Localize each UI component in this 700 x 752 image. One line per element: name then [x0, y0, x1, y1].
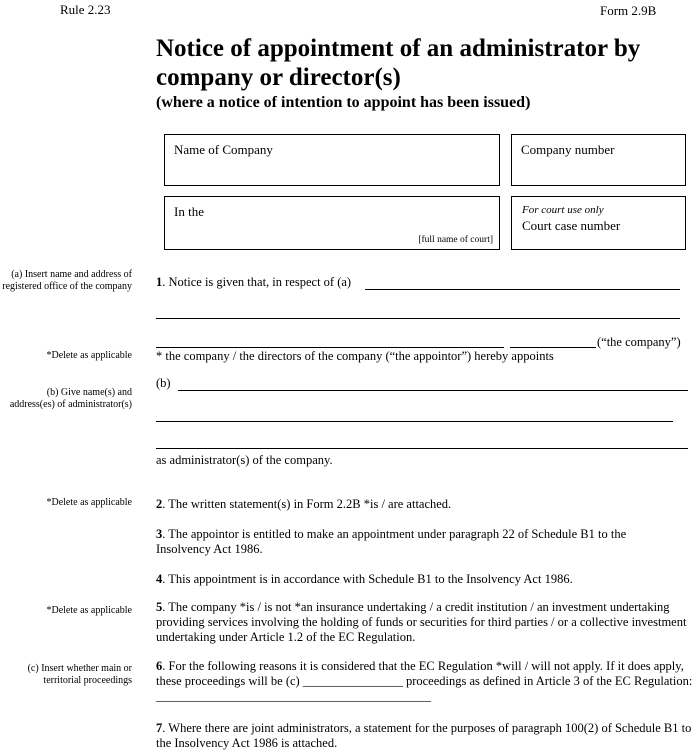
paragraph-3-text: . The appointor is entitled to make an appointment under paragraph 22 of Schedule B1 to the Insolvency Act 1986. [156, 527, 627, 556]
the-company-label: (“the company”) [597, 335, 681, 349]
rule-number: Rule 2.23 [60, 2, 111, 17]
paragraph-6-text: . For the following reasons it is considered that the EC Regulation *will / will not apply. If it does apply, these proceedings will be (c) ________________ proceedings as defined in Article 3 of the EC Regulation: ____________________________________________ [156, 659, 693, 703]
paragraph-4-text: . This appointment is in accordance with Schedule B1 to the Insolvency Act 1986. [162, 572, 573, 586]
paragraph-7-text: . Where there are joint administrators, a statement for the purposes of paragraph 100(2) of Schedule B1 to the Insolvency Act 1986 is attached. [156, 721, 692, 750]
paragraph-5-number: 5 [156, 600, 163, 614]
paragraph-4 [156, 572, 696, 587]
address-line-3b[interactable] [510, 347, 596, 348]
paragraph-6-number: 6 [156, 659, 163, 673]
margin-note-a: (a) Insert name and address of registered office of the company [2, 269, 132, 292]
court-case-label: Court case number [522, 218, 621, 233]
paragraph-2 [156, 497, 696, 512]
paragraph-1 [156, 275, 351, 290]
form-number: Form 2.9B [600, 3, 657, 18]
paragraph-2-text: . The written statement(s) in Form 2.2B *is / are attached. [162, 497, 452, 511]
paragraph-1-number: 1 [156, 275, 163, 289]
paragraph-5 [156, 600, 696, 645]
administrator-line-2[interactable] [156, 421, 673, 422]
as-administrator-text: as administrator(s) of the company. [156, 453, 333, 467]
paragraph-2-number: 2 [156, 497, 163, 511]
margin-note-c: (c) Insert whether main or territorial proceedings [27, 663, 132, 686]
company-name-label: Name of Company [174, 142, 273, 157]
company-number-box[interactable] [511, 134, 686, 186]
company-name-box[interactable] [164, 134, 500, 186]
address-line-3a[interactable] [156, 347, 504, 348]
administrator-line-3[interactable] [156, 448, 688, 449]
court-note: [full name of court] [418, 235, 493, 245]
address-line-1[interactable] [365, 289, 680, 290]
court-label: In the [174, 204, 204, 219]
court-box[interactable] [164, 196, 500, 250]
margin-note-delete-2: *Delete as applicable [46, 497, 132, 508]
margin-note-delete-3: *Delete as applicable [46, 605, 132, 616]
paragraph-5-text: . The company *is / is not *an insurance undertaking / a credit institution / an investment undertaking providing services involving the holding of funds or securities for third parties / or a collective investment undertaking under Article 1.2 of the EC Regulation. [156, 600, 687, 644]
paragraph-3-number: 3 [156, 527, 163, 541]
appointor-line: * the company / the directors of the company (“the appointor”) hereby appoints [156, 349, 554, 363]
margin-note-delete-1: *Delete as applicable [46, 350, 132, 361]
margin-note-b: (b) Give name(s) and address(es) of administrator(s) [9, 387, 132, 410]
court-use-label: For court use only [522, 204, 604, 216]
b-label: (b) [156, 376, 171, 390]
paragraph-3 [156, 527, 681, 557]
paragraph-1-text: . Notice is given that, in respect of (a) [162, 275, 352, 289]
court-case-box[interactable] [511, 196, 686, 250]
company-number-label: Company number [521, 142, 615, 157]
page-title: Notice of appointment of an administrator by company or director(s) [156, 35, 641, 91]
paragraph-7-number: 7 [156, 721, 163, 735]
paragraph-4-number: 4 [156, 572, 163, 586]
paragraph-7 [156, 721, 696, 751]
address-line-2[interactable] [156, 318, 680, 319]
paragraph-6 [156, 659, 696, 704]
administrator-line-1[interactable] [178, 390, 688, 391]
page-subtitle: (where a notice of intention to appoint has been issued) [156, 94, 531, 111]
